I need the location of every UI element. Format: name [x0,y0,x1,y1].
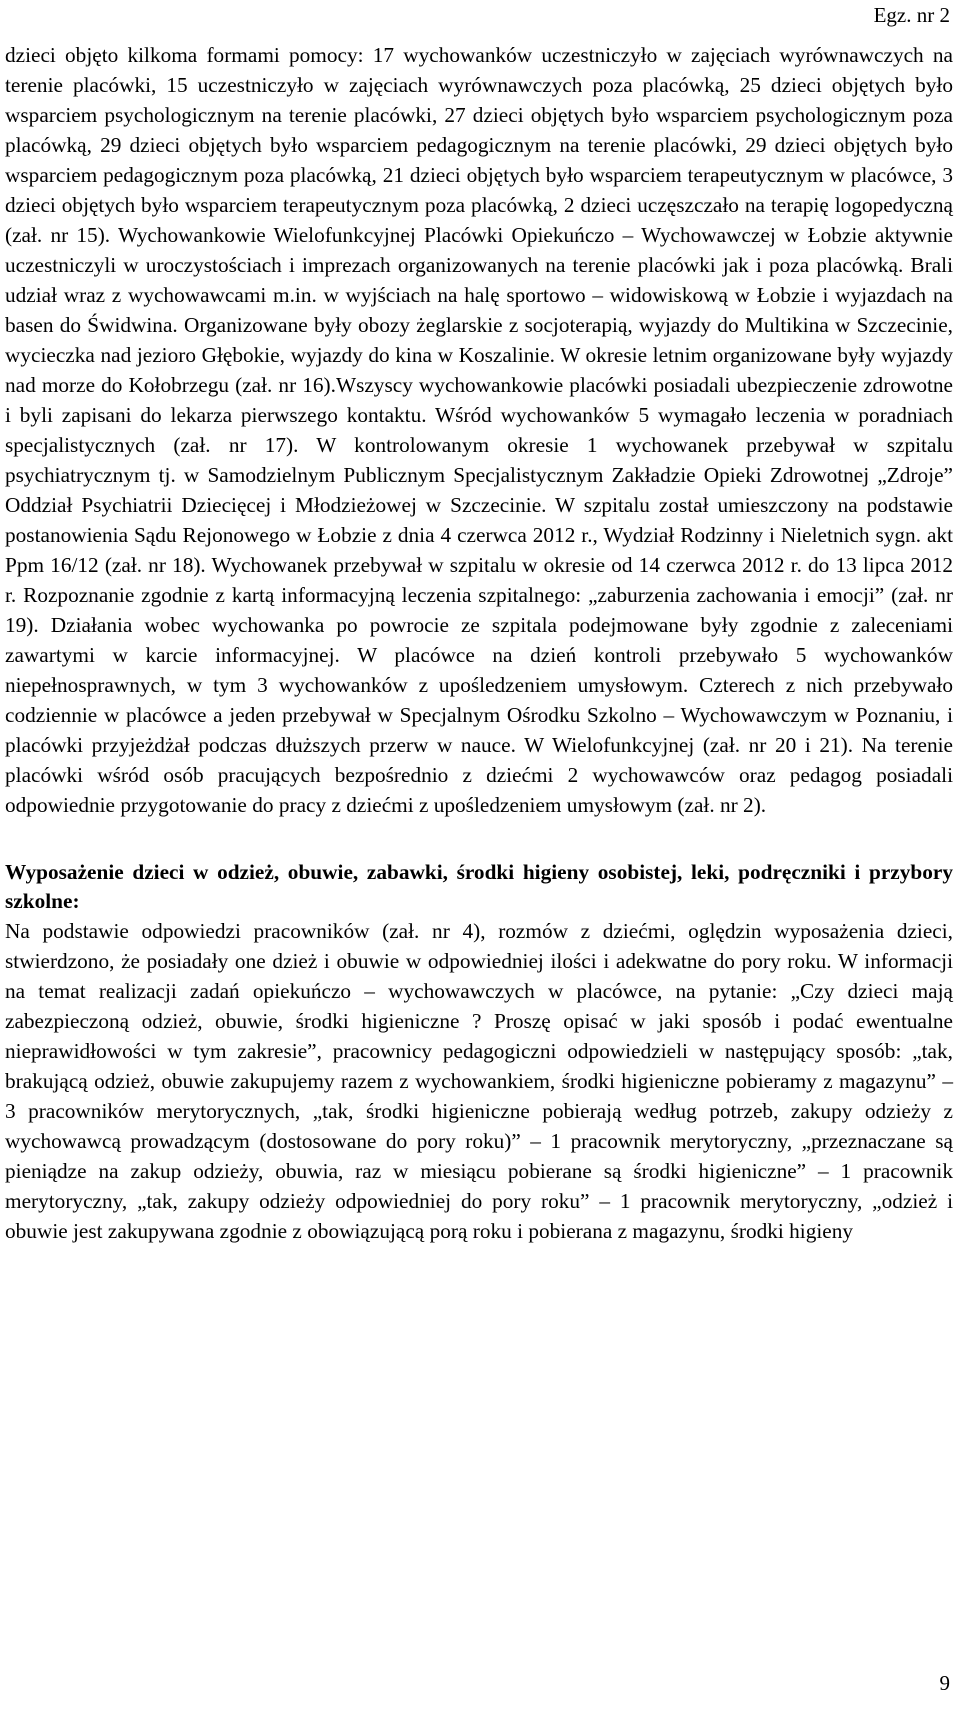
page-number: 9 [939,1671,950,1695]
body-paragraph: Na podstawie odpowiedzi pracowników (zał. nr 4), rozmów z dziećmi, oględzin wyposażenia dzieci, stwierdzono, że posiadały one dzież i obuwie w odpowiedniej ilości i adekwatne do pory roku. W informacji na temat realizacji zadań opiekuńczo – wychowawczych w placówce, na pytanie: „Czy dzieci mają zabezpieczoną odzież, obuwie, środki higieniczne ? Proszę opisać w jaki sposób i podać ewentualne nieprawidłowości w tym zakresie”, pracownicy pedagogiczni odpowiedzieli w następujący sposób: „tak, brakującą odzież, obuwie zakupujemy razem z wychowankiem, środki higieniczne pobieramy z magazynu” – 3 pracowników merytorycznych, „tak, środki higieniczne pobierają według potrzeb, zakupy odzieży z wychowawcą prowadzącym (dostosowane do pory roku)” – 1 pracownik merytoryczny, „przeznaczane są pieniądze na zakup odzieży, obuwia, raz w miesiącu pobierane są środki higieniczne” – 1 pracownik merytoryczny, „tak, zakupy odzieży odpowiedniej do pory roku” – 1 pracownik merytoryczny, „odzież i obuwie jest zakupywana zgodnie z obowiązującą porą roku i pobierana z magazynu, środki higieny [5,919,953,1243]
copy-number-label: Egz. nr 2 [873,3,950,27]
document-body [5,40,953,1246]
body-paragraph: dzieci objęto kilkoma formami pomocy: 17 wychowanków uczestniczyło w zajęciach wyrównawczych na terenie placówki, 15 uczestniczyło w zajęciach wyrównawczych poza placówką, 25 dzieci objętych było wsparciem psychologicznym na terenie placówki, 27 dzieci objętych było wsparciem psychologicznym poza placówką, 29 dzieci objętych było wsparciem pedagogicznym na terenie placówki, 29 dzieci objętych było wsparciem pedagogicznym poza placówką, 21 dzieci objętych było wsparciem terapeutycznym w placówce, 3 dzieci objętych było wsparciem terapeutycznym poza placówką, 2 dzieci uczęszczało na terapię logopedyczną (zał. nr 15). Wychowankowie Wielofunkcyjnej Placówki Opiekuńczo – Wychowawczej w Łobzie aktywnie uczestniczyli w uroczystościach i imprezach organizowanych na terenie placówki jak i poza placówką. Brali udział wraz z wychowawcami m.in. w wyjściach na halę sportowo – widowiskową w Łobzie i wyjazdach na basen do Świdwina. Organizowane były obozy żeglarskie z socjoterapią, wyjazdy do Multikina w Szczecinie, wycieczka nad jezioro Głębokie, wyjazdy do kina w Koszalinie. W okresie letnim organizowane były wyjazdy nad morze do Kołobrzegu (zał. nr 16).Wszyscy wychowankowie placówki posiadali ubezpieczenie zdrowotne i byli zapisani do lekarza pierwszego kontaktu. Wśród wychowanków 5 wymagało leczenia w poradniach specjalistycznych (zał. nr 17). W kontrolowanym okresie 1 wychowanek przebywał w szpitalu psychiatrycznym tj. w Samodzielnym Publicznym Specjalistycznym Zakładzie Opieki Zdrowotnej „Zdroje” Oddział Psychiatrii Dziecięcej i Młodzieżowej w Szczecinie. W szpitalu został umieszczony na podstawie postanowienia Sądu Rejonowego w Łobzie z dnia 4 czerwca 2012 r., Wydział Rodzinny i Nieletnich sygn. akt Ppm 16/12 (zał. nr 18). Wychowanek przebywał w szpitalu w okresie od 14 czerwca 2012 r. do 13 lipca 2012 r. Rozpoznanie zgodnie z kartą informacyjną leczenia szpitalnego: „zaburzenia zachowania i emocji” (zał. nr 19). Działania wobec wychowanka po powrocie ze szpitala podejmowane były zgodnie z zaleceniami zawartymi w karcie informacyjnej. W placówce na dzień kontroli przebywało 5 wychowanków niepełnosprawnych, w tym 3 wychowanków z upośledzeniem umysłowym. Czterech z nich przebywało codziennie w placówce a jeden przebywał w Specjalnym Ośrodku Szkolno – Wychowawczym w Poznaniu, i placówki przyjeżdżał podczas dłuższych przerw w nauce. W Wielofunkcyjnej (zał. nr 20 i 21). Na terenie placówki wśród osób pracujących bezpośrednio z dziećmi 2 wychowawców oraz pedagog posiadali odpowiednie przygotowanie do pracy z dziećmi z upośledzeniem umysłowym (zał. nr 2). [5,43,953,817]
section-heading: Wyposażenie dzieci w odzież, obuwie, zabawki, środki higieny osobistej, leki, podręczniki i przybory szkolne: [5,860,953,913]
